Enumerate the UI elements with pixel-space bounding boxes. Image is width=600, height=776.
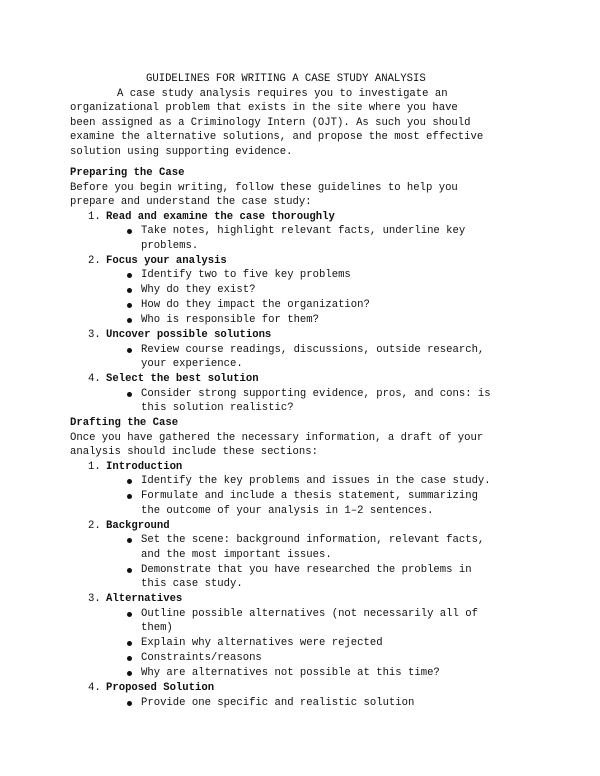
preparing-bullet-text: your experience. [141,358,243,371]
bullet-icon [127,348,132,353]
drafting-item-number: 4. [88,682,101,695]
drafting-bullet-text: Provide one specific and realistic solution [141,696,415,709]
drafting-intro-line: analysis should include these sections: [70,446,318,459]
intro-paragraph-line: A case study analysis requires you to investigate an [117,87,448,100]
preparing-bullet-text: Take notes, highlight relevant facts, underline key [141,225,466,238]
drafting-bullet-text: Formulate and include a thesis statement, summarizing [141,490,478,503]
drafting-bullet-text: them) [141,622,173,635]
bullet-icon [127,303,132,308]
drafting-heading: Drafting the Case [70,417,179,430]
bullet-icon [127,612,132,617]
drafting-item-number: 2. [88,519,101,532]
preparing-item-label: Read and examine the case thoroughly [106,210,335,223]
preparing-bullet-text: this solution realistic? [141,402,294,415]
bullet-icon [127,288,132,293]
drafting-bullet-text: Why are alternatives not possible at this time? [141,667,440,680]
preparing-item-number: 3. [88,329,101,342]
bullet-icon [127,392,132,397]
bullet-icon [127,273,132,278]
intro-paragraph-line: solution using supporting evidence. [70,145,293,158]
drafting-bullet-text: Identify the key problems and issues in the case study. [141,475,491,488]
page-title: GUIDELINES FOR WRITING A CASE STUDY ANALYSIS [146,73,426,85]
intro-paragraph-line: organizational problem that exists in the site where you have [70,102,458,114]
drafting-intro-line: Once you have gathered the necessary information, a draft of your [70,431,484,444]
bullet-icon [127,318,132,323]
drafting-item-number: 1. [88,460,101,473]
preparing-heading: Preparing the Case [70,167,185,180]
bullet-icon [127,671,132,676]
preparing-intro-line: prepare and understand the case study: [70,196,312,209]
preparing-item-number: 4. [88,373,101,386]
preparing-bullet-text: Consider strong supporting evidence, pros, and cons: is [141,387,491,400]
drafting-item-label: Background [106,519,170,532]
bullet-icon [127,494,132,499]
drafting-bullet-text: and the most important issues. [141,548,332,561]
bullet-icon [127,656,132,661]
preparing-bullet-text: Identify two to five key problems [141,269,351,282]
bullet-icon [127,479,132,484]
preparing-bullet-text: How do they impact the organization? [141,299,370,312]
preparing-item-number: 2. [88,254,101,267]
preparing-item-label: Select the best solution [106,373,259,386]
drafting-bullet-text: Set the scene: background information, relevant facts, [141,534,485,547]
drafting-item-number: 3. [88,593,101,606]
drafting-item-label: Proposed Solution [106,682,215,695]
preparing-bullet-text: Review course readings, discussions, outside research, [141,343,485,356]
bullet-icon [127,701,132,706]
preparing-bullet-text: Who is responsible for them? [141,314,320,327]
drafting-bullet-text: Outline possible alternatives (not necessarily all of [141,607,478,620]
bullet-icon [127,641,132,646]
preparing-item-label: Focus your analysis [106,254,227,267]
preparing-item-number: 1. [88,210,101,223]
intro-paragraph-line: been assigned as a Criminology Intern (OJT). As such you should [70,116,471,129]
preparing-bullet-text: Why do they exist? [141,284,256,297]
preparing-item-label: Uncover possible solutions [106,329,272,342]
drafting-bullet-text: the outcome of your analysis in 1–2 sentences. [141,504,434,517]
drafting-bullet-text: Demonstrate that you have researched the problems in [141,563,472,576]
drafting-bullet-text: Explain why alternatives were rejected [141,637,383,650]
drafting-bullet-text: Constraints/reasons [141,652,262,665]
preparing-bullet-text: problems. [141,239,199,252]
drafting-bullet-text: this case study. [141,578,243,591]
drafting-item-label: Introduction [106,460,183,473]
drafting-item-label: Alternatives [106,593,183,606]
preparing-intro-line: Before you begin writing, follow these guidelines to help you [70,181,458,194]
intro-paragraph-line: examine the alternative solutions, and propose the most effective [70,131,484,143]
bullet-icon [127,568,132,573]
bullet-icon [127,538,132,543]
bullet-icon [127,229,132,234]
